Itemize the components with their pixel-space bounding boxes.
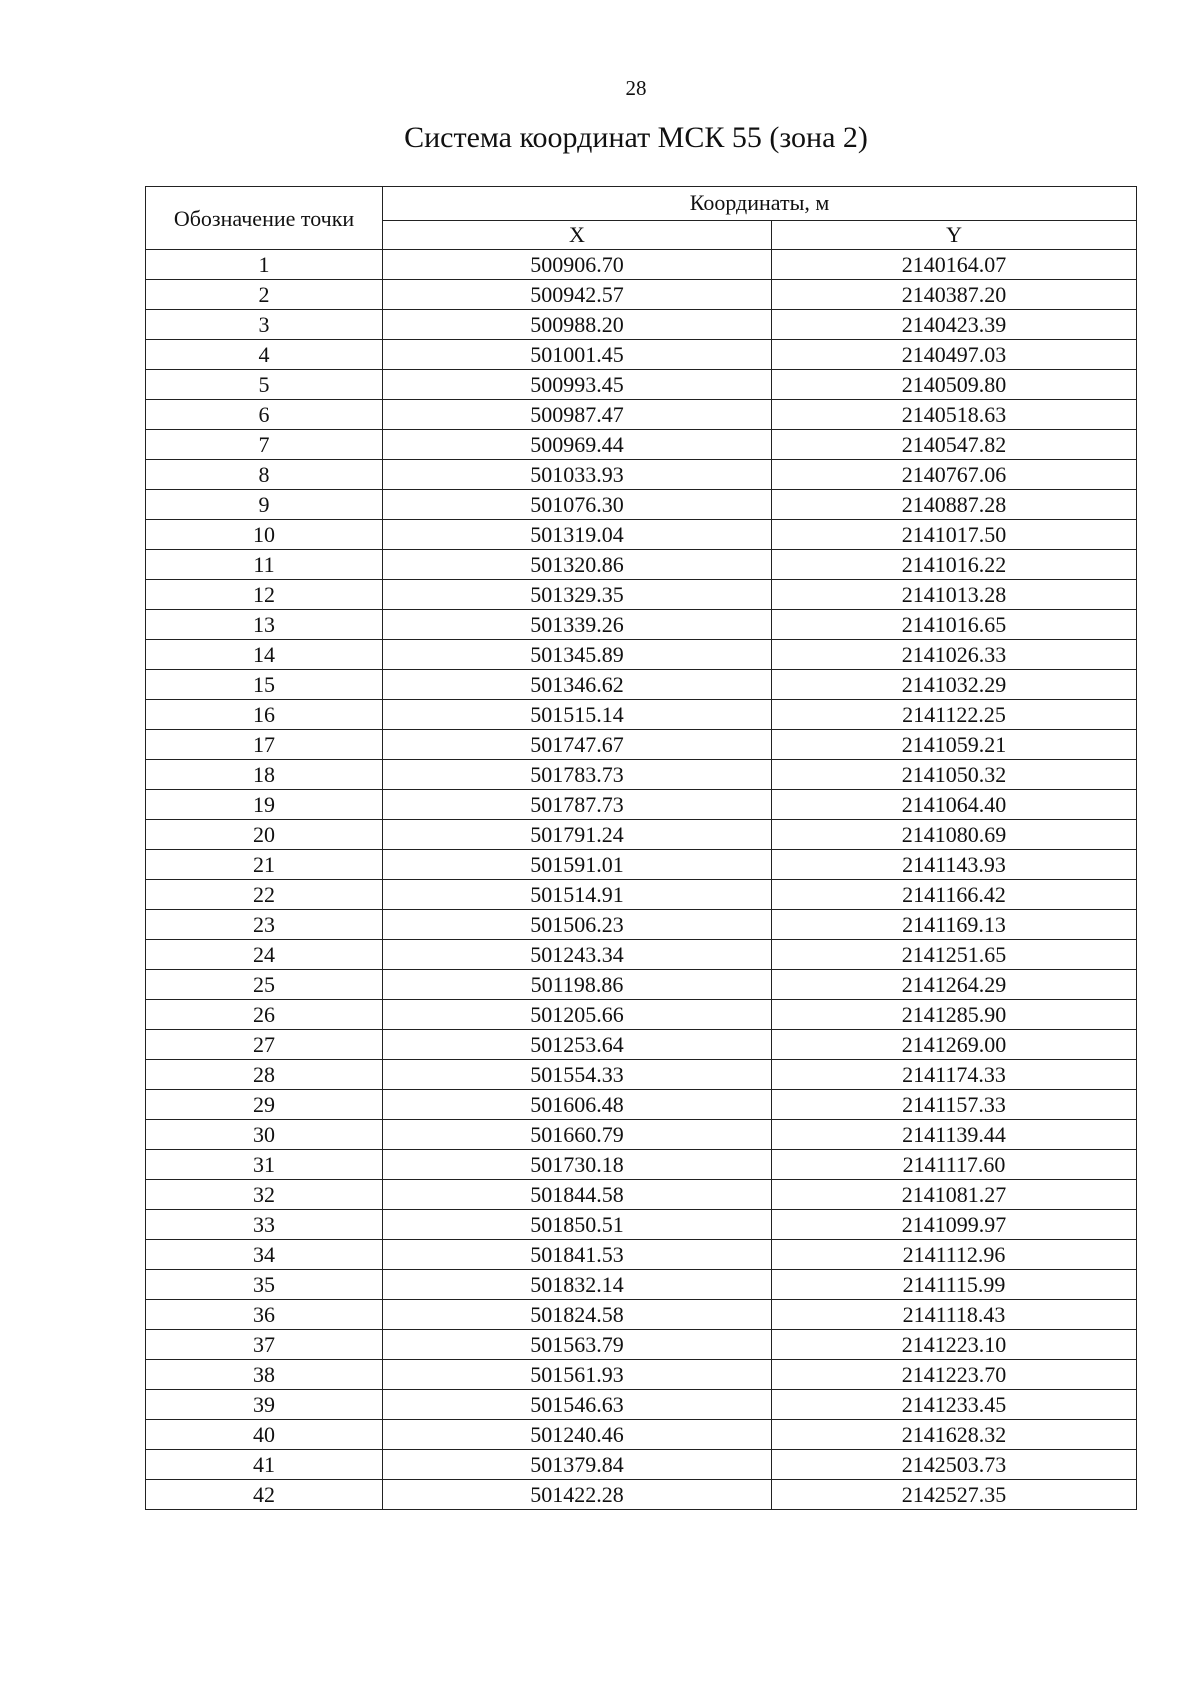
- x-coordinate-cell: 501606.48: [383, 1090, 772, 1120]
- y-coordinate-cell: 2141233.45: [772, 1390, 1137, 1420]
- table-row: [146, 730, 1137, 760]
- point-number-cell: 37: [146, 1330, 383, 1360]
- y-coordinate-cell: 2140509.80: [772, 370, 1137, 400]
- table-row: [146, 1090, 1137, 1120]
- y-coordinate-cell: 2141050.32: [772, 760, 1137, 790]
- header-point-designation: Обозначение точки: [146, 187, 383, 250]
- point-number-cell: 12: [146, 580, 383, 610]
- point-number-cell: 38: [146, 1360, 383, 1390]
- y-coordinate-cell: 2141112.96: [772, 1240, 1137, 1270]
- point-number-cell: 21: [146, 850, 383, 880]
- table-row: [146, 880, 1137, 910]
- y-coordinate-cell: 2140497.03: [772, 340, 1137, 370]
- y-coordinate-cell: 2141223.70: [772, 1360, 1137, 1390]
- point-number-cell: 23: [146, 910, 383, 940]
- table-row: [146, 700, 1137, 730]
- point-number-cell: 36: [146, 1300, 383, 1330]
- table-row: [146, 850, 1137, 880]
- y-coordinate-cell: 2141080.69: [772, 820, 1137, 850]
- y-coordinate-cell: 2141032.29: [772, 670, 1137, 700]
- point-number-cell: 17: [146, 730, 383, 760]
- y-coordinate-cell: 2141166.42: [772, 880, 1137, 910]
- table-row: [146, 1480, 1137, 1510]
- point-number-cell: 5: [146, 370, 383, 400]
- table-row: [146, 580, 1137, 610]
- x-coordinate-cell: 501563.79: [383, 1330, 772, 1360]
- table-row: [146, 610, 1137, 640]
- point-number-cell: 2: [146, 280, 383, 310]
- header-coordinates: Координаты, м: [383, 187, 1137, 221]
- x-coordinate-cell: 501844.58: [383, 1180, 772, 1210]
- y-coordinate-cell: 2141169.13: [772, 910, 1137, 940]
- y-coordinate-cell: 2141251.65: [772, 940, 1137, 970]
- y-coordinate-cell: 2140887.28: [772, 490, 1137, 520]
- point-number-cell: 39: [146, 1390, 383, 1420]
- y-coordinate-cell: 2141026.33: [772, 640, 1137, 670]
- y-coordinate-cell: 2141016.22: [772, 550, 1137, 580]
- y-coordinate-cell: 2140767.06: [772, 460, 1137, 490]
- point-number-cell: 6: [146, 400, 383, 430]
- y-coordinate-cell: 2140547.82: [772, 430, 1137, 460]
- y-coordinate-cell: 2141122.25: [772, 700, 1137, 730]
- table-row: [146, 1270, 1137, 1300]
- x-coordinate-cell: 501379.84: [383, 1450, 772, 1480]
- point-number-cell: 19: [146, 790, 383, 820]
- x-coordinate-cell: 501730.18: [383, 1150, 772, 1180]
- table-row: [146, 940, 1137, 970]
- x-coordinate-cell: 501253.64: [383, 1030, 772, 1060]
- x-coordinate-cell: 501198.86: [383, 970, 772, 1000]
- table-row: [146, 820, 1137, 850]
- y-coordinate-cell: 2141064.40: [772, 790, 1137, 820]
- x-coordinate-cell: 501591.01: [383, 850, 772, 880]
- y-coordinate-cell: 2140387.20: [772, 280, 1137, 310]
- y-coordinate-cell: 2140164.07: [772, 250, 1137, 280]
- y-coordinate-cell: 2141013.28: [772, 580, 1137, 610]
- y-coordinate-cell: 2141118.43: [772, 1300, 1137, 1330]
- table-row: [146, 790, 1137, 820]
- point-number-cell: 41: [146, 1450, 383, 1480]
- y-coordinate-cell: 2141264.29: [772, 970, 1137, 1000]
- point-number-cell: 34: [146, 1240, 383, 1270]
- x-coordinate-cell: 501205.66: [383, 1000, 772, 1030]
- table-row: [146, 1060, 1137, 1090]
- table-row: [146, 760, 1137, 790]
- y-coordinate-cell: 2141081.27: [772, 1180, 1137, 1210]
- point-number-cell: 29: [146, 1090, 383, 1120]
- point-number-cell: 18: [146, 760, 383, 790]
- x-coordinate-cell: 501345.89: [383, 640, 772, 670]
- table-row: [146, 400, 1137, 430]
- point-number-cell: 10: [146, 520, 383, 550]
- x-coordinate-cell: 500906.70: [383, 250, 772, 280]
- table-row: [146, 1300, 1137, 1330]
- y-coordinate-cell: 2141016.65: [772, 610, 1137, 640]
- table-row: [146, 1330, 1137, 1360]
- x-coordinate-cell: 500988.20: [383, 310, 772, 340]
- y-coordinate-cell: 2141285.90: [772, 1000, 1137, 1030]
- x-coordinate-cell: 501554.33: [383, 1060, 772, 1090]
- x-coordinate-cell: 500942.57: [383, 280, 772, 310]
- x-coordinate-cell: 501832.14: [383, 1270, 772, 1300]
- table-row: [146, 250, 1137, 280]
- x-coordinate-cell: 501033.93: [383, 460, 772, 490]
- x-coordinate-cell: 501791.24: [383, 820, 772, 850]
- point-number-cell: 40: [146, 1420, 383, 1450]
- table-row: [146, 1210, 1137, 1240]
- point-number-cell: 22: [146, 880, 383, 910]
- x-coordinate-cell: 501243.34: [383, 940, 772, 970]
- y-coordinate-cell: 2141115.99: [772, 1270, 1137, 1300]
- y-coordinate-cell: 2142503.73: [772, 1450, 1137, 1480]
- point-number-cell: 30: [146, 1120, 383, 1150]
- y-coordinate-cell: 2142527.35: [772, 1480, 1137, 1510]
- y-coordinate-cell: 2140423.39: [772, 310, 1137, 340]
- x-coordinate-cell: 501850.51: [383, 1210, 772, 1240]
- table-row: [146, 1450, 1137, 1480]
- point-number-cell: 26: [146, 1000, 383, 1030]
- table-row: [146, 1000, 1137, 1030]
- x-coordinate-cell: 501076.30: [383, 490, 772, 520]
- point-number-cell: 1: [146, 250, 383, 280]
- x-coordinate-cell: 501546.63: [383, 1390, 772, 1420]
- point-number-cell: 8: [146, 460, 383, 490]
- point-number-cell: 3: [146, 310, 383, 340]
- table-row: [146, 310, 1137, 340]
- table-row: [146, 1030, 1137, 1060]
- table-row: [146, 640, 1137, 670]
- y-coordinate-cell: 2140518.63: [772, 400, 1137, 430]
- x-coordinate-cell: 501515.14: [383, 700, 772, 730]
- x-coordinate-cell: 501660.79: [383, 1120, 772, 1150]
- point-number-cell: 33: [146, 1210, 383, 1240]
- y-coordinate-cell: 2141628.32: [772, 1420, 1137, 1450]
- y-coordinate-cell: 2141017.50: [772, 520, 1137, 550]
- x-coordinate-cell: 501422.28: [383, 1480, 772, 1510]
- x-coordinate-cell: 501561.93: [383, 1360, 772, 1390]
- point-number-cell: 9: [146, 490, 383, 520]
- table-row: [146, 970, 1137, 1000]
- point-number-cell: 24: [146, 940, 383, 970]
- point-number-cell: 42: [146, 1480, 383, 1510]
- point-number-cell: 27: [146, 1030, 383, 1060]
- point-number-cell: 31: [146, 1150, 383, 1180]
- point-number-cell: 7: [146, 430, 383, 460]
- y-coordinate-cell: 2141223.10: [772, 1330, 1137, 1360]
- table-row: [146, 280, 1137, 310]
- coordinates-table: [145, 186, 1137, 1510]
- x-coordinate-cell: 500987.47: [383, 400, 772, 430]
- table-row: [146, 340, 1137, 370]
- y-coordinate-cell: 2141099.97: [772, 1210, 1137, 1240]
- point-number-cell: 25: [146, 970, 383, 1000]
- point-number-cell: 4: [146, 340, 383, 370]
- x-coordinate-cell: 500969.44: [383, 430, 772, 460]
- table-row: [146, 370, 1137, 400]
- x-coordinate-cell: 501319.04: [383, 520, 772, 550]
- table-row: [146, 520, 1137, 550]
- y-coordinate-cell: 2141117.60: [772, 1150, 1137, 1180]
- point-number-cell: 14: [146, 640, 383, 670]
- table-row: [146, 1420, 1137, 1450]
- table-row: [146, 1150, 1137, 1180]
- point-number-cell: 11: [146, 550, 383, 580]
- x-coordinate-cell: 501346.62: [383, 670, 772, 700]
- x-coordinate-cell: 501339.26: [383, 610, 772, 640]
- point-number-cell: 13: [146, 610, 383, 640]
- table-row: [146, 910, 1137, 940]
- x-coordinate-cell: 501514.91: [383, 880, 772, 910]
- table-row: [146, 460, 1137, 490]
- x-coordinate-cell: 501824.58: [383, 1300, 772, 1330]
- point-number-cell: 20: [146, 820, 383, 850]
- point-number-cell: 16: [146, 700, 383, 730]
- x-coordinate-cell: 501747.67: [383, 730, 772, 760]
- x-coordinate-cell: 501787.73: [383, 790, 772, 820]
- table-row: [146, 1120, 1137, 1150]
- header-x: X: [383, 220, 772, 249]
- x-coordinate-cell: 501001.45: [383, 340, 772, 370]
- y-coordinate-cell: 2141059.21: [772, 730, 1137, 760]
- table-row: [146, 490, 1137, 520]
- y-coordinate-cell: 2141174.33: [772, 1060, 1137, 1090]
- table-row: [146, 670, 1137, 700]
- x-coordinate-cell: 501783.73: [383, 760, 772, 790]
- table-row: [146, 1360, 1137, 1390]
- point-number-cell: 35: [146, 1270, 383, 1300]
- table-row: [146, 1180, 1137, 1210]
- x-coordinate-cell: 501240.46: [383, 1420, 772, 1450]
- table-row: [146, 1390, 1137, 1420]
- table-header: [146, 187, 1137, 250]
- y-coordinate-cell: 2141139.44: [772, 1120, 1137, 1150]
- x-coordinate-cell: 500993.45: [383, 370, 772, 400]
- point-number-cell: 15: [146, 670, 383, 700]
- x-coordinate-cell: 501506.23: [383, 910, 772, 940]
- point-number-cell: 28: [146, 1060, 383, 1090]
- y-coordinate-cell: 2141143.93: [772, 850, 1137, 880]
- y-coordinate-cell: 2141157.33: [772, 1090, 1137, 1120]
- table-body: [146, 250, 1137, 1510]
- point-number-cell: 32: [146, 1180, 383, 1210]
- x-coordinate-cell: 501329.35: [383, 580, 772, 610]
- page-title: Система координат МСК 55 (зона 2): [404, 121, 868, 154]
- x-coordinate-cell: 501841.53: [383, 1240, 772, 1270]
- table-row: [146, 1240, 1137, 1270]
- header-y: Y: [772, 220, 1137, 249]
- table-row: [146, 550, 1137, 580]
- x-coordinate-cell: 501320.86: [383, 550, 772, 580]
- y-coordinate-cell: 2141269.00: [772, 1030, 1137, 1060]
- table-row: [146, 430, 1137, 460]
- page-number: 28: [625, 76, 647, 100]
